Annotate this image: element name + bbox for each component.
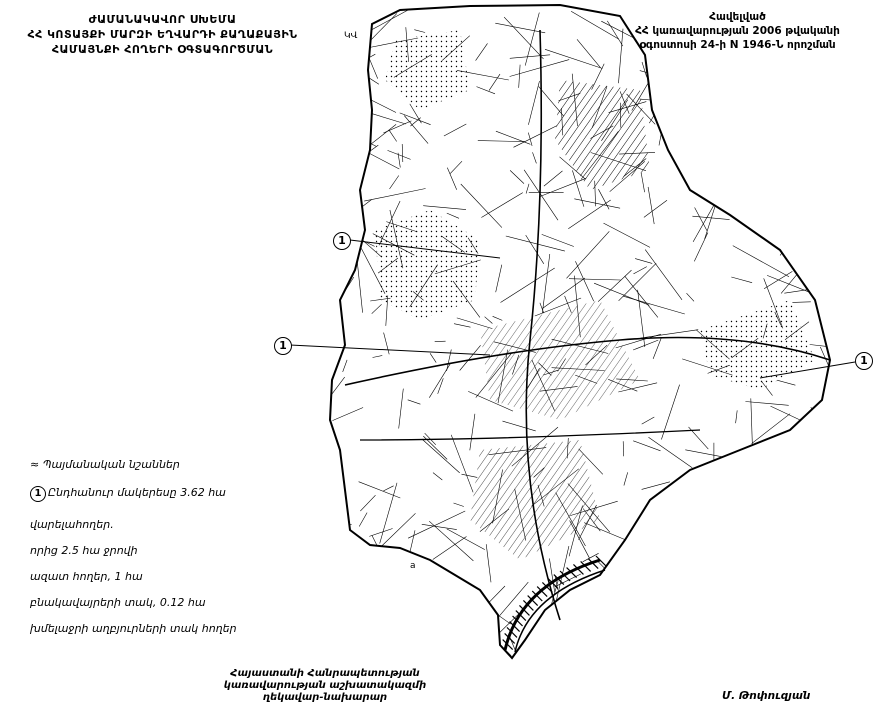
parcel-line xyxy=(762,573,794,605)
parcel-line xyxy=(420,570,423,608)
parcel-line xyxy=(741,601,773,617)
parcel-line xyxy=(715,485,722,493)
parcel-line xyxy=(774,232,791,248)
parcel-line xyxy=(724,498,748,534)
parcel-line xyxy=(785,502,806,512)
callout-marker-left-mid: 1 xyxy=(274,337,292,355)
parcel-line xyxy=(528,643,559,655)
parcel-line xyxy=(679,544,704,553)
parcel-line xyxy=(580,658,603,709)
parcel-line xyxy=(804,435,822,483)
parcel-line xyxy=(695,119,702,128)
footer-line: կառավարության աշխատակազմի xyxy=(223,680,427,691)
legend-item: որից 2.5 հա ջրովի xyxy=(30,544,138,557)
parcel-line xyxy=(353,614,393,665)
parcel-line xyxy=(407,576,414,607)
legend-item-total xyxy=(30,484,237,502)
parcel-line xyxy=(669,630,699,673)
title-line: ԺԱՄԱՆԱԿԱՎՈՐ ՍԽԵՄԱ xyxy=(88,13,237,26)
parcel-line xyxy=(814,595,829,608)
legend-item: վարելահողեր. xyxy=(30,518,114,531)
parcel-line xyxy=(630,626,684,648)
parcel-line xyxy=(655,521,678,531)
parcel-line xyxy=(791,532,813,537)
map-region xyxy=(299,0,878,709)
parcel-line xyxy=(741,501,754,560)
parcel-line xyxy=(336,152,346,155)
parcel-line xyxy=(729,458,748,501)
parcel-line xyxy=(760,537,771,540)
parcel-line xyxy=(805,60,817,67)
parcel-line xyxy=(357,616,411,626)
legend-item: խմելաջրի աղբյուրների տակ հողեր xyxy=(30,622,237,635)
parcel-line xyxy=(463,636,493,637)
parcel-line xyxy=(594,628,622,636)
parcel-line xyxy=(740,496,743,535)
approval-line: Հավելված xyxy=(709,11,766,23)
parcel-line xyxy=(449,589,451,612)
legend-heading: ≈ Պայմանական նշաններ xyxy=(30,458,180,471)
parcel-line xyxy=(773,631,796,689)
parcel-line xyxy=(655,64,658,84)
parcel-line xyxy=(721,172,770,192)
parcel-line xyxy=(811,74,814,133)
parcel-line xyxy=(461,625,474,632)
parcel-line xyxy=(450,631,486,665)
parcel-line xyxy=(784,595,804,652)
parcel-line xyxy=(808,220,815,257)
parcel-line xyxy=(553,618,560,630)
parcel-line xyxy=(345,563,390,594)
parcel-line xyxy=(687,581,707,622)
parcel-line xyxy=(326,323,343,334)
parcel-line xyxy=(725,95,734,100)
legend-item-text: Ընդհանուր մակերեսը 3.62 հա xyxy=(48,486,226,499)
parcel-line xyxy=(477,664,488,665)
footer-line: ղեկավար-նախարար xyxy=(262,692,388,703)
parcel-line xyxy=(761,205,805,222)
parcel-line xyxy=(668,618,711,646)
title-line: ՀՀ ԿՈՏԱՅՔԻ ՄԱՐԶԻ ԵՂՎԱՐԴԻ ՔԱՂԱՔԱՅԻՆ xyxy=(27,28,298,41)
parcel-line xyxy=(404,585,443,600)
parcel-line xyxy=(655,77,695,112)
parcel-line xyxy=(339,132,350,138)
signatory-name: Մ. Թոփուզյան xyxy=(722,690,811,702)
parcel-line xyxy=(659,582,673,593)
parcel-line xyxy=(809,467,838,488)
parcel-line xyxy=(824,623,826,665)
callout-marker-left-top: 1 xyxy=(333,232,351,250)
parcel-line xyxy=(777,498,824,511)
parcel-line xyxy=(660,579,702,616)
map-title xyxy=(0,12,325,57)
parcel-line xyxy=(792,225,822,232)
parcel-line xyxy=(337,167,363,178)
parcel-line xyxy=(766,549,785,599)
parcel-line xyxy=(821,310,878,314)
parcel-line xyxy=(722,166,740,169)
parcel-line xyxy=(780,223,804,256)
parcel-line xyxy=(816,222,830,224)
parcel-line xyxy=(743,588,765,615)
parcel-line xyxy=(635,614,672,637)
parcel-line xyxy=(416,624,431,674)
footer-line: Հայաստանի Հանրապետության xyxy=(230,668,420,679)
legend-marker: 1 xyxy=(30,486,46,502)
parcel-line xyxy=(814,413,817,462)
parcel-line xyxy=(775,449,797,495)
parcel-line xyxy=(805,504,831,512)
title-line: ՀԱՄԱՅՆՔԻ ՀՈՂԵՐԻ ՕԳՏԱԳՈՐԾՄԱՆ xyxy=(51,43,274,56)
parcel-line xyxy=(576,602,586,603)
parcel-line xyxy=(598,562,628,592)
parcel-line xyxy=(334,133,346,134)
parcel-line xyxy=(696,111,746,133)
parcel-line xyxy=(811,407,825,432)
parcel-line xyxy=(651,76,695,95)
parcel-line xyxy=(697,620,753,626)
parcel-line xyxy=(733,135,784,146)
parcel-line xyxy=(706,491,716,505)
approval-note xyxy=(590,10,885,52)
parcel-line xyxy=(659,552,683,554)
parcel-line xyxy=(683,114,745,127)
parcel-line xyxy=(779,579,785,617)
parcel-line xyxy=(342,554,372,597)
parcel-line xyxy=(652,625,695,637)
parcel-line xyxy=(688,60,745,71)
parcel-line xyxy=(767,468,784,481)
parcel-line xyxy=(299,386,333,416)
parcel-line xyxy=(750,635,761,671)
parcel-line xyxy=(444,629,458,658)
parcel-line xyxy=(466,639,470,658)
parcel-line xyxy=(312,213,331,238)
parcel-line xyxy=(648,528,662,540)
parcel-line xyxy=(719,178,750,188)
parcel-line xyxy=(742,518,768,522)
parcel-line xyxy=(728,462,776,477)
parcel-line xyxy=(680,510,683,548)
parcel-line xyxy=(729,655,745,670)
parcel-line xyxy=(745,123,761,152)
parcel-line xyxy=(816,194,834,200)
parcel-line xyxy=(783,534,818,542)
map-label-bottom: a xyxy=(410,561,416,571)
parcel-line xyxy=(441,619,467,676)
parcel-line xyxy=(615,659,643,676)
parcel-line xyxy=(330,327,331,337)
signatory-organization xyxy=(205,668,445,704)
parcel-line xyxy=(733,92,749,122)
approval-line: ՀՀ կառավարության 2006 թվականի xyxy=(635,25,840,37)
parcel-line xyxy=(720,462,760,492)
parcel-line xyxy=(721,473,733,493)
parcel-line xyxy=(770,90,790,97)
map-label-top-left: ԿՎ xyxy=(344,31,358,41)
parcel-line xyxy=(712,592,755,622)
parcel-line xyxy=(810,108,814,128)
parcel-line xyxy=(759,196,814,215)
parcel-line xyxy=(473,604,483,634)
parcel-line xyxy=(728,491,773,496)
parcel-line xyxy=(553,651,569,655)
parcel-line xyxy=(820,429,823,459)
parcel-line xyxy=(403,621,424,649)
parcel-line xyxy=(819,654,828,664)
parcel-line xyxy=(817,122,827,126)
parcel-line xyxy=(369,587,382,591)
parcel-line xyxy=(708,483,725,528)
parcel-line xyxy=(674,493,735,509)
parcel-line xyxy=(829,150,839,182)
parcel-line xyxy=(313,107,342,145)
legend xyxy=(30,456,237,638)
legend-item: բնակավայրերի տակ, 0.12 հա xyxy=(30,596,206,609)
parcel-line xyxy=(340,640,378,657)
parcel-line xyxy=(564,621,607,668)
parcel-line xyxy=(335,210,340,223)
callout-marker-right: 1 xyxy=(855,352,873,370)
legend-item: ազատ հողեր, 1 հա xyxy=(30,570,143,583)
approval-line: օգոստոսի 24-ի N 1946-Ն որոշման xyxy=(639,39,836,51)
